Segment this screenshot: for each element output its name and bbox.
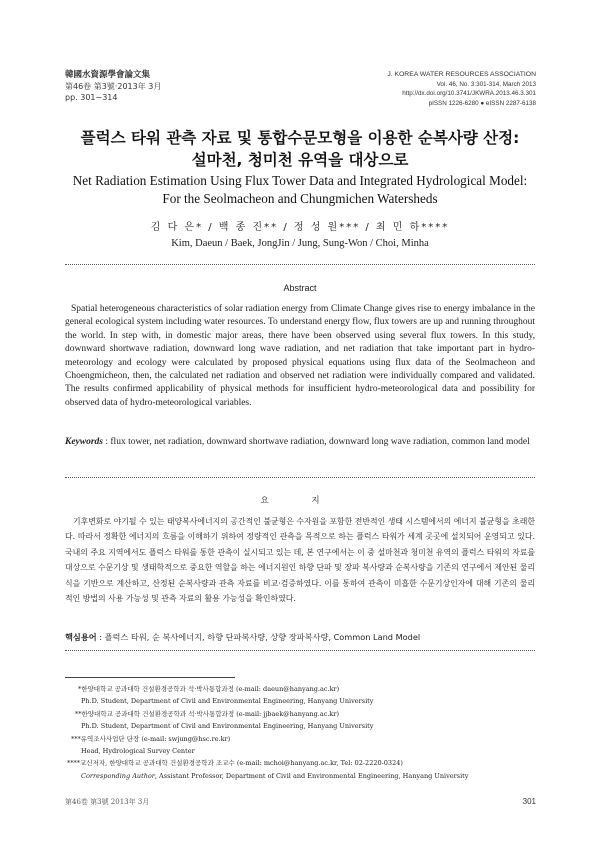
page-range: pp. 301∼314 — [65, 93, 118, 102]
authors-korean: 김 다 은* / 백 종 진** / 정 성 원*** / 최 민 하**** — [150, 222, 450, 233]
abstract-heading: Abstract — [283, 283, 317, 293]
journal-name-ko: 韓國水資源學會論文集 — [65, 70, 151, 80]
footnote-2: **한양대학교 공과대학 건설환경공학과 석·박사통합과정 (e-mail: jjbaek@hanyang.ac.kr) — [75, 709, 340, 718]
keywords-english — [65, 436, 535, 449]
doi-link[interactable]: http://dx.doi.org/10.3741/JKWRA.2013.46.3.301 — [402, 90, 536, 97]
keywords-korean — [65, 631, 535, 643]
title-korean-line2: 설마천, 청미천 유역을 대상으로 — [191, 151, 409, 169]
page-number: 301 — [522, 797, 536, 806]
footnote-1: *한양대학교 공과대학 건설환경공학과 석·박사통합과정 (e-mail: daeun@hanyang.ac.kr) — [78, 685, 340, 693]
keywords-ko-text: : 플럭스 타워, 순 복사에너지, 하향 단파복사량, 상향 장파복사량, Common Land Model — [96, 632, 421, 642]
footnote-4-en: Corresponding Author, Assistant Professor, Department of Civil and Environmental Engineering, Hanyang University — [81, 771, 469, 780]
title-english-line1: Net Radiation Estimation Using Flux Tower Data and Integrated Hydrological Model: — [72, 173, 528, 188]
footnotes — [65, 683, 535, 782]
volume-en: Vol. 46, No. 3:301-314, March 2013 — [436, 80, 536, 88]
journal-header-right — [387, 70, 536, 108]
footer-volume: 第46卷 第3號 2013年 3月 — [65, 798, 150, 806]
keywords-ko-label: 핵심용어 — [65, 632, 97, 642]
footnote-rule — [65, 677, 235, 678]
summary-body: 기후변화로 야기될 수 있는 태양복사에너지의 공간적인 불균형은 수자원을 포함한 전반적인 생태 시스템에서의 에너지 불균형을 초래한다. 따라서 정확한 에너지의 흐름을 이해하기 위하여 정량적인 관측을 목적으로 하는 플럭스 타워가 세계 곳곳에 설치되어 운영되고 있다. 국내의 주요 지역에서도 플럭스 타워를 통한 관측이 실시되고 있는 데, 본 연구에서는 이 중 설마천과 청미천 유역의 플럭스 타워의 자료를 대상으로 수문기상 및 생태학적으로 중요한 역할을 하는 에너지원인 하향 단파 및 장파 복사량과 순복사량을 기존의 연구에서 제안된 물리식을 기반으로 계산하고, 산정된 순복사량과 관측 자료를 비교·검증하였다. 이를 통하여 관측이 미흡한 수문기상인자에 대해 기존의 물리적인 방법의 사용 가능성 및 관측 자료의 활용 가능성을 확인하였다. — [65, 517, 535, 604]
journal-name-en: J. KOREA WATER RESOURCES ASSOCIATION — [387, 71, 536, 78]
issn: pISSN 1226-6280 ● eISSN 2287-6138 — [428, 99, 536, 107]
title-korean — [20, 127, 580, 171]
footnote-4: ****교신저자, 한양대학교 공과대학 건설환경공학과 조교수 (e-mail: mchoi@hanyang.ac.kr, Tel: 02-2220-0324) — [67, 759, 403, 768]
footnote-1-en: Ph.D. Student, Department of Civil and Environmental Engineering, Hanyang University — [81, 697, 374, 706]
divider-bottom — [65, 650, 535, 651]
title-english-line2: For the Seolmacheon and Chungmichen Watersheds — [162, 191, 438, 206]
footnote-2-en: Ph.D. Student, Department of Civil and Environmental Engineering, Hanyang University — [81, 722, 374, 731]
journal-header-left — [65, 70, 161, 103]
summary-heading: 요 지 — [260, 496, 340, 506]
title-english — [20, 172, 580, 208]
keywords-label: Keywords — [65, 437, 103, 447]
volume-ko: 第46卷 第3號·2013年 3月 — [65, 82, 162, 91]
authors-english: Kim, Daeun / Baek, JongJin / Jung, Sung-Won / Choi, Minha — [171, 238, 429, 249]
abstract-body: Spatial heterogeneous characteristics of solar radiation energy from Climate Change gives rise to energy imbalance in the general ecological system including water resources. To understand energy flow, flux towers are up and running throughout the world. In step with, in domestic major areas, there have been observed using several flux towers. In this study, downward shortwave radiation, downward long wave radiation, and net radiation that take important part in hydro-meteorology and ecology were calculated by proposed physical equations using flux data of the Seolmacheon and Choengmicheon, then, the calculated net radiation and observed net radiation were individually compared and validated. The results confirmed applicability of physical methods for insufficient hydro-meteorological data and possibility for observed data of hydro-meteorological variables. — [65, 304, 535, 408]
divider-top — [65, 264, 535, 265]
footnote-3: ***유역조사사업단 단장 (e-mail: swjung@hsc.re.kr) — [71, 734, 231, 743]
keywords-text: : flux tower, net radiation, downward shortwave radiation, downward long wave radiation, common land model — [103, 437, 530, 447]
footnote-3-en: Head, Hydrological Survey Center — [81, 747, 195, 756]
divider-middle — [65, 477, 535, 478]
title-korean-line1: 플럭스 타워 관측 자료 및 통합수문모형을 이용한 순복사량 산정: — [80, 129, 520, 147]
